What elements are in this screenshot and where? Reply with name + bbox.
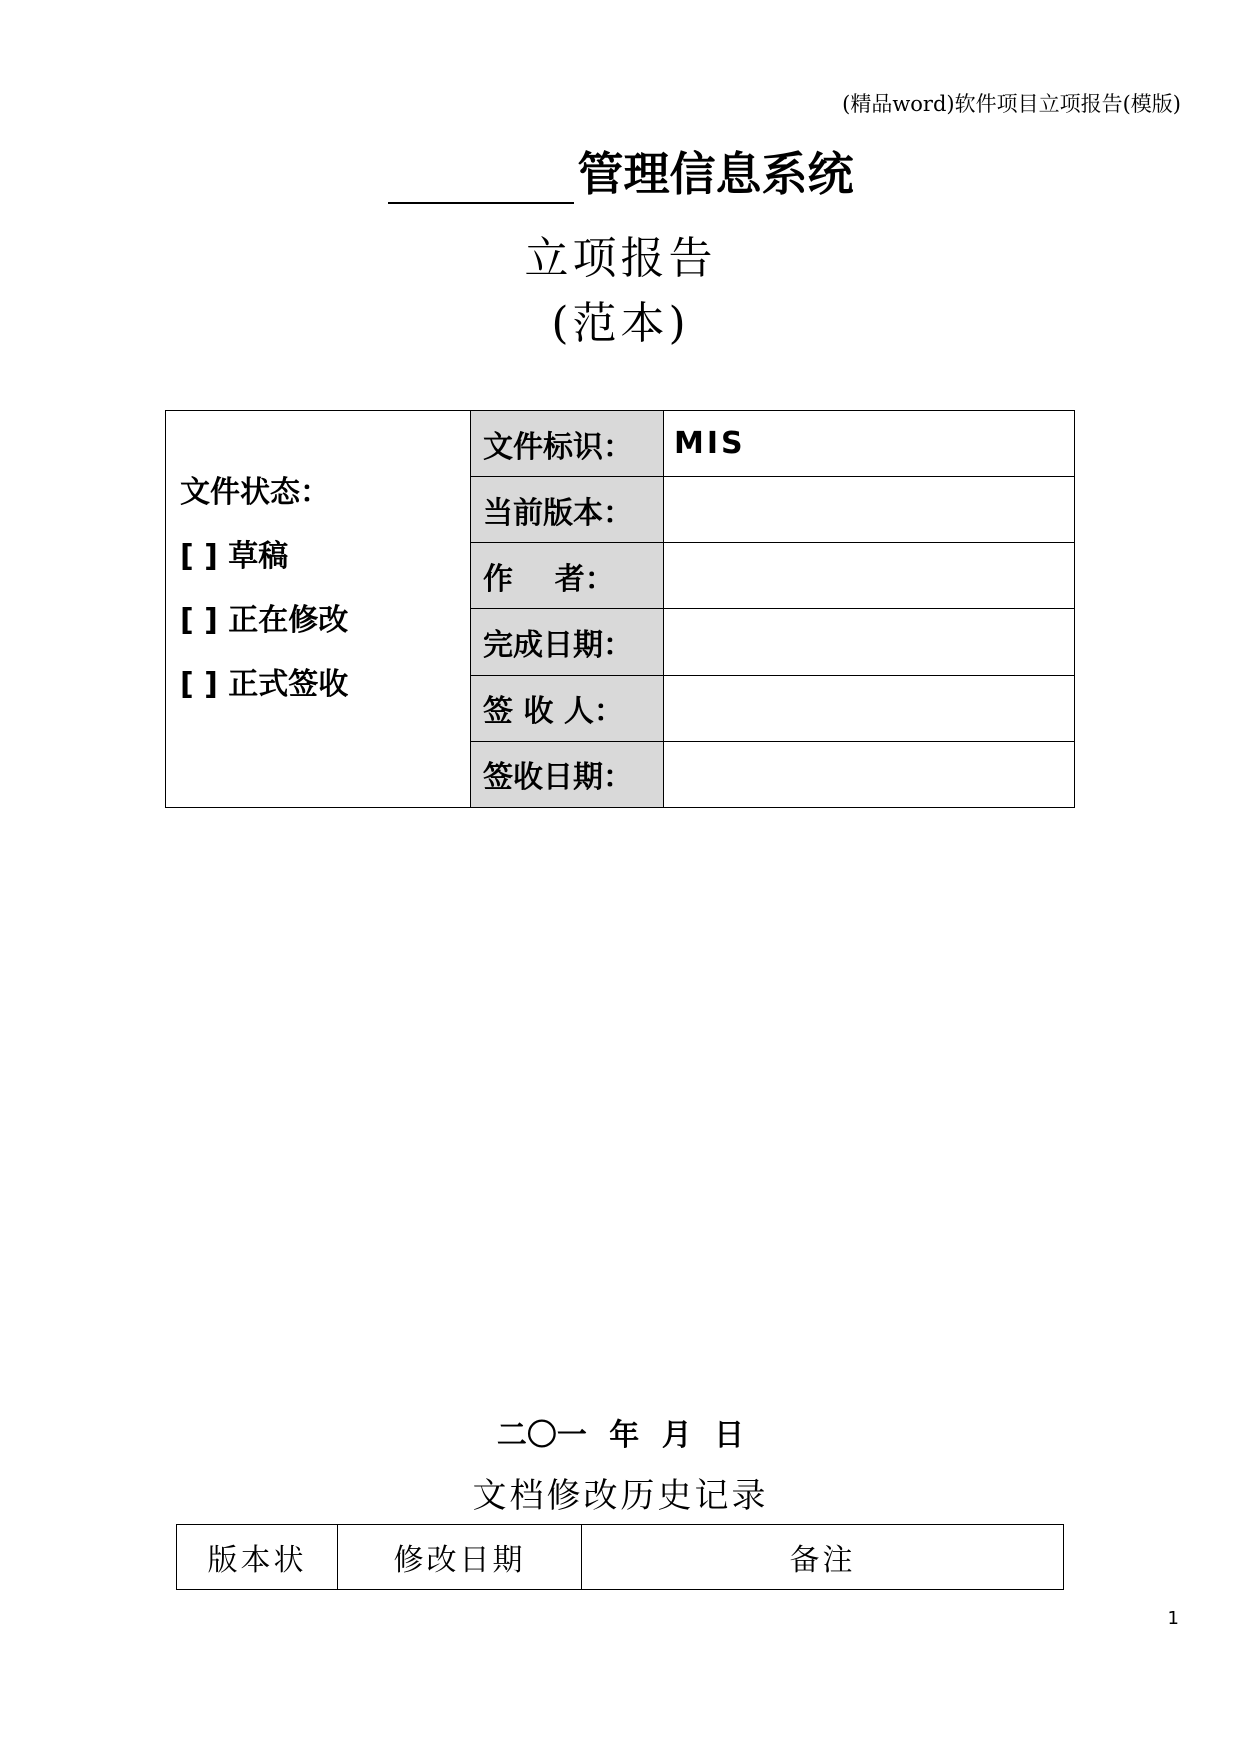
column-header-version: 版本状 — [177, 1525, 338, 1590]
info-label: 签收日期： — [471, 741, 664, 807]
column-header-notes: 备注 — [582, 1525, 1064, 1590]
info-label: 当前版本： — [471, 477, 664, 543]
title-blank-line — [388, 158, 574, 204]
file-status-cell — [166, 411, 471, 808]
info-label: 作 者： — [471, 543, 664, 609]
info-value: MIS — [664, 411, 1075, 477]
document-edition: (范本) — [551, 298, 690, 349]
info-value — [664, 543, 1075, 609]
status-option-signed: [ ] 正式签收 — [180, 667, 349, 702]
history-header-row — [177, 1525, 1064, 1590]
history-title: 文档修改历史记录 — [472, 1476, 769, 1516]
page-number: 1 — [1167, 1608, 1179, 1629]
info-row — [166, 411, 1075, 477]
info-value — [664, 675, 1075, 741]
info-label: 完成日期： — [471, 609, 664, 675]
date-line: 二〇一 年 月 日 — [496, 1418, 745, 1453]
status-option-editing: [ ] 正在修改 — [180, 603, 349, 638]
info-label: 签 收 人： — [471, 675, 664, 741]
file-info-table — [165, 410, 1075, 808]
title-text: 管理信息系统 — [577, 147, 854, 201]
document-title — [0, 138, 1241, 204]
info-label: 文件标识： — [471, 411, 664, 477]
info-value — [664, 477, 1075, 543]
file-status-label: 文件状态： — [180, 475, 330, 510]
running-header: (精品word)软件项目立项报告(模版) — [842, 92, 1181, 116]
info-value — [664, 741, 1075, 807]
column-header-date: 修改日期 — [338, 1525, 582, 1590]
status-option-draft: [ ] 草稿 — [180, 539, 289, 574]
document-subtitle: 立项报告 — [524, 233, 717, 284]
info-value — [664, 609, 1075, 675]
history-table — [176, 1524, 1064, 1590]
